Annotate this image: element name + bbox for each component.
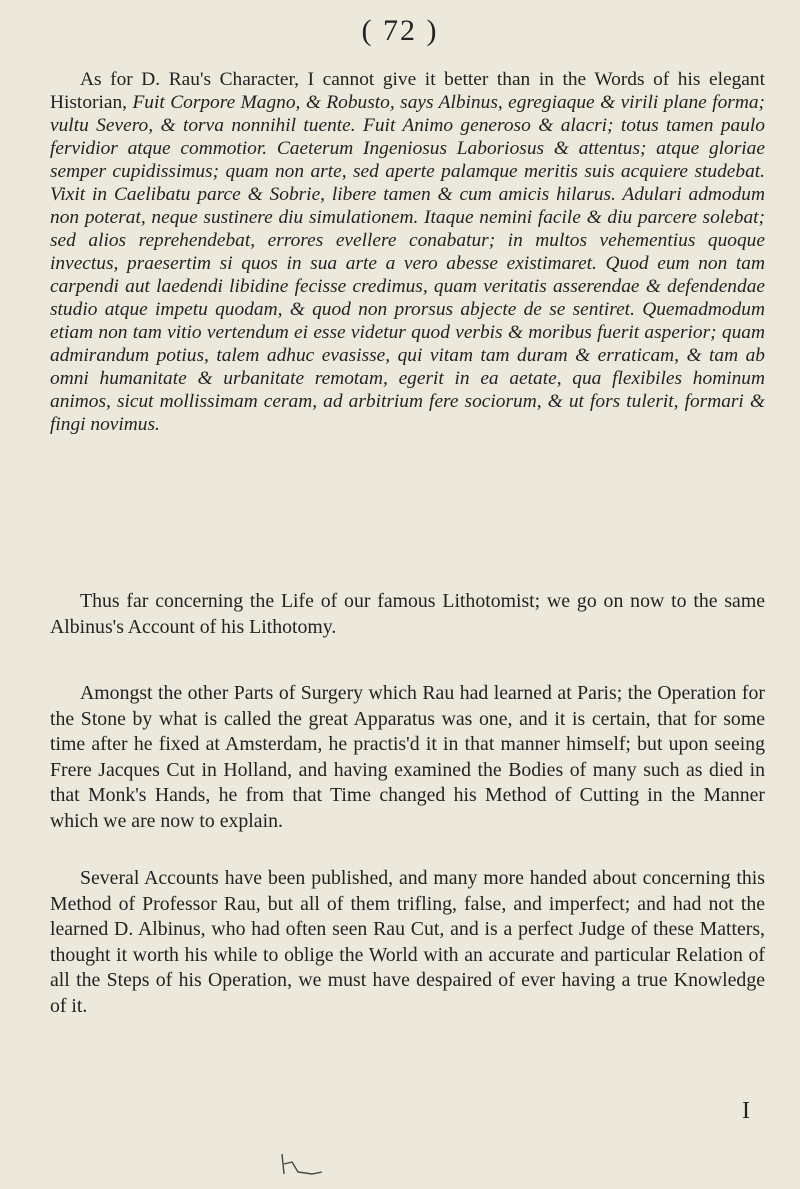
accounts-text: Several Accounts have been published, and many more handed about concerning this Method of Professor Rau, but all of them trifling, false, and imperfect; and had not the learned D. Albinus, who had often seen Rau Cut, and is a perfect Judge of these Matters, thought it worth his while to oblige the World with an accurate and particular Relation of all the Steps of his Operation, we must have despaired of ever having a true Knowledge of it. — [50, 867, 765, 1017]
latin-quotation-text: Fuit Corpore Magno, & Robusto, says Albinus, egregiaque & virili plane forma; vultu Severo, & torva nonnihil tuente. Fuit Animo generoso & alacri; totus tamen paulo fervidior atque commotior. Caeterum Ingeniosus Laboriosus & attentus; atque gloriae semper cupidissimus; quam non arte, sed aperte palamque meritis suis acquiere studebat. Vixit in Caelibatu parce & Sobrie, libere tamen & cum amicis hilarus. Adulari admodum non poterat, neque sustinere diu simulationem. Itaque nemini facile & diu parcere solebat; sed alios reprehendebat, errores evellere conabatur; in multos vehementius quoque invectus, praesertim si quos in sua arte a vero abesse existimaret. Quod eum non tam carpendi aut laedendi libidine fecisse credimus, quam veritatis asserendae & defendendae studio atque impetu quodam, & quod non prorsus abjecte de se sentiret. Quemadmodum etiam non tam vitio vertendum ei esse videtur quod verbis & moribus fuerit asperior; quam admirandum potius, talem adhuc evasisse, qui vitam tam duram & erraticam, & tam ab omni humanitate & urbanitate remotam, egerit in ea aetate, qua flexibiles hominum animos, sicut mollissimam ceram, ad arbitrium fere sociorum, & ut fors tulerit, formari & fingi novimus. — [50, 92, 765, 435]
page-number: ( 72 ) — [361, 14, 439, 47]
accounts-paragraph — [50, 866, 765, 1019]
latin-intro-text: As for D. Rau's Character, I cannot give it better than in the Words of his elegant Historian, — [50, 69, 765, 113]
ink-scribble-mark — [278, 1150, 324, 1178]
latin-quotation-paragraph — [50, 68, 765, 436]
transition-paragraph — [50, 588, 765, 640]
surgery-paragraph — [50, 681, 765, 834]
surgery-text: Amongst the other Parts of Surgery which Rau had learned at Paris; the Operation for the Stone by what is called the great Apparatus was one, and it is certain, that for some time after he fixed at Amsterdam, he practis'd it in that manner himself; but upon seeing Frere Jacques Cut in Holland, and having examined the Bodies of many such as died in that Monk's Hands, he from that Time changed his Method of Cutting in the Manner which we are now to explain. — [50, 682, 765, 832]
catchword: I — [742, 1098, 750, 1124]
transition-text: Thus far concerning the Life of our famous Lithotomist; we go on now to the same Albinus's Account of his Lithotomy. — [50, 590, 765, 638]
